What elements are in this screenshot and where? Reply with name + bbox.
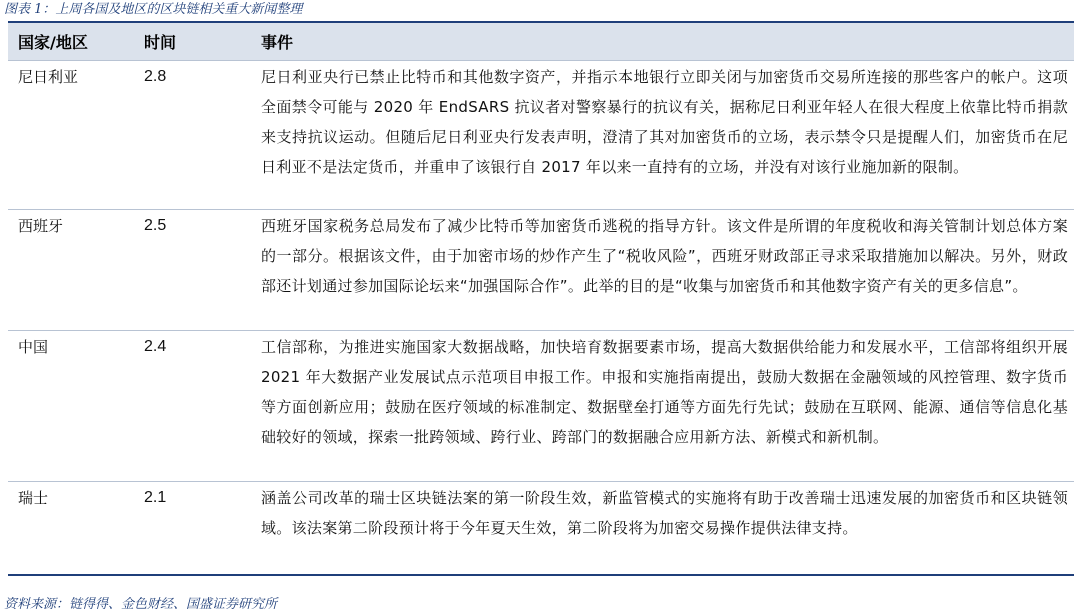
header-region: 国家/地区 (18, 33, 88, 52)
cell-date: 2.5 (144, 217, 167, 234)
table-row (8, 210, 1074, 331)
cell-event: 涵盖公司改革的瑞士区块链法案的第一阶段生效，新监管模式的实施将有助于改善瑞士迅速发展的加密货币和区块链领域。该法案第二阶段预计将于今年夏天生效，第二阶段将为加密交易操作提供法律支持。 (261, 489, 1068, 537)
header-event: 事件 (261, 33, 294, 52)
cell-region: 瑞士 (18, 489, 49, 507)
cell-region: 尼日利亚 (18, 68, 79, 86)
cell-date: 2.8 (144, 68, 167, 85)
cell-event: 尼日利亚央行已禁止比特币和其他数字资产，并指示本地银行立即关闭与加密货币交易所连接的那些客户的帐户。这项全面禁令可能与 2020 年 EndSARS 抗议者对警察暴行的抗议有关，据称尼日利亚年轻人在很大程度上依靠比特币捐款来支持抗议运动。但随后尼日利亚央行发表声明，澄清了其对加密货币的立场，表示禁令只是提醒人们，加密货币在尼日利亚不是法定货币，并重申了该银行自 2017 年以来一直持有的立场，并没有对该行业施加新的限制。 (261, 68, 1068, 176)
table-row (8, 61, 1074, 210)
cell-date: 2.1 (144, 489, 167, 506)
cell-date: 2.4 (144, 338, 167, 355)
table-row (8, 331, 1074, 482)
header-date: 时间 (144, 33, 177, 52)
table-row (8, 482, 1074, 574)
source-note: 资料来源：链得得、金色财经、国盛证券研究所 (4, 597, 278, 612)
cell-event: 工信部称，为推进实施国家大数据战略，加快培育数据要素市场，提高大数据供给能力和发展水平，工信部将组织开展 2021 年大数据产业发展试点示范项目申报工作。申报和实施指南提出，鼓励大数据在金融领域的风控管理、数字货币等方面创新应用；鼓励在医疗领域的标准制定、数据壁垒打通等方面先行先试；鼓励在互联网、能源、通信等信息化基础较好的领域，探索一批跨领域、跨行业、跨部门的数据融合应用新方法、新模式和新机制。 (261, 338, 1068, 446)
figure-caption: 图表 1：上周各国及地区的区块链相关重大新闻整理 (4, 2, 303, 17)
cell-region: 西班牙 (18, 217, 64, 235)
table-header (8, 23, 1074, 61)
cell-event: 西班牙国家税务总局发布了减少比特币等加密货币逃税的指导方针。该文件是所谓的年度税收和海关管制计划总体方案的一部分。根据该文件，由于加密市场的炒作产生了“税收风险”，西班牙财政部正寻求采取措施加以解决。另外，财政部还计划通过参加国际论坛来“加强国际合作”。此举的目的是“收集与加密货币和其他数字资产有关的更多信息”。 (261, 217, 1068, 295)
cell-region: 中国 (18, 338, 49, 356)
news-table (8, 21, 1074, 576)
